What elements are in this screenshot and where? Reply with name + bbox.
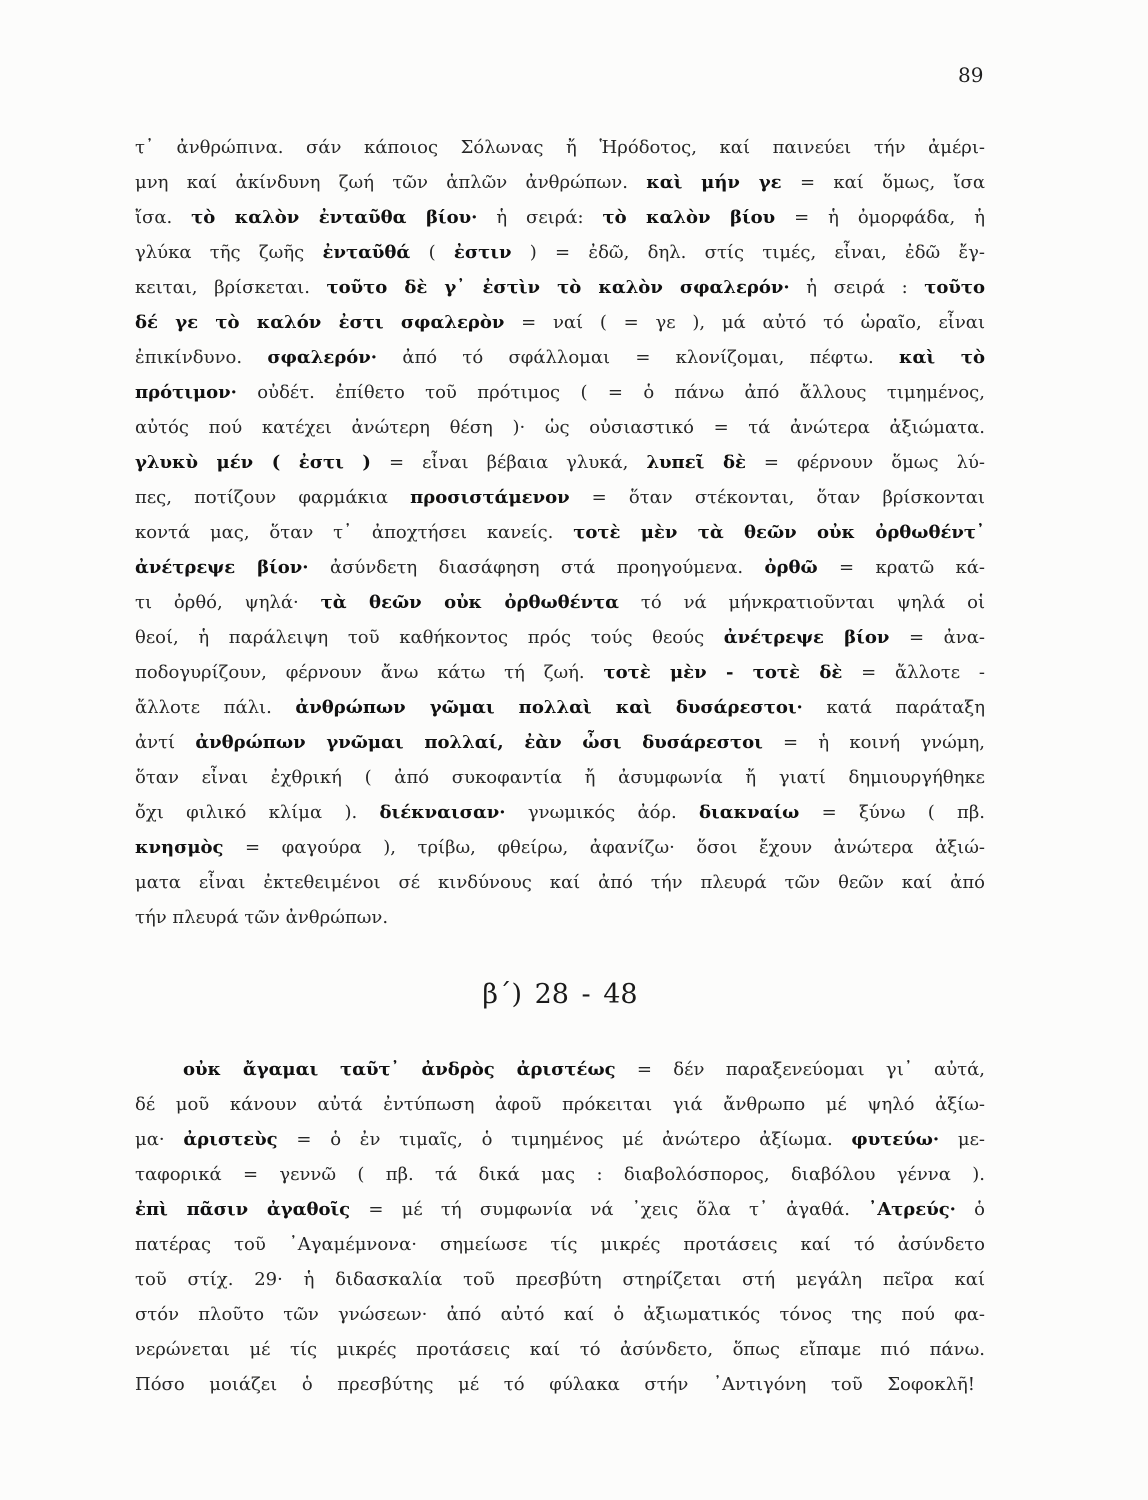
section-heading: β΄) 28 - 48: [482, 979, 638, 1010]
gloss-text: = ξύνω ( πβ.: [799, 802, 985, 823]
page-number: 89: [958, 63, 984, 87]
gloss-text: κειται, βρίσκεται.: [135, 277, 327, 298]
commentary-line: [135, 1122, 985, 1157]
gloss-text: ὁ: [955, 1199, 985, 1220]
gloss-text: τι ὀρθό, ψηλά·: [135, 592, 321, 613]
lemma: πρότιμον·: [135, 382, 237, 403]
lemma: τὰ θεῶν οὐκ ὀρθωθέντα: [320, 592, 620, 613]
lemma: διακναίω: [699, 802, 800, 823]
gloss-text: πατέρας τοῦ ᾿Αγαμέμνονα· σημείωσε τίς μικρές προτάσεις καί τό ἀσύνδετο: [135, 1234, 985, 1255]
gloss-text: ματα εἶναι ἐκτεθειμένοι σέ κινδύνους καί ἀπό τήν πλευρά τῶν θεῶν καί ἀπό: [135, 872, 985, 893]
gloss-text: = ὅταν στέκονται, ὅταν βρίσκονται: [569, 487, 985, 508]
lemma: διέκναισαν·: [379, 802, 506, 823]
lemma: οὐκ ἄγαμαι ταῦτ᾽ ἀνδρὸς ἀριστέως: [183, 1059, 616, 1080]
lemma: σφαλερόν·: [267, 347, 378, 368]
gloss-text: = ἀνα-: [889, 627, 985, 648]
lemma: κνησμὸς: [135, 837, 224, 858]
lemma: καὶ μήν γε: [646, 172, 782, 193]
lemma: ᾿Ατρεύς·: [868, 1199, 956, 1220]
lemma: τὸ καλὸν βίου: [602, 207, 776, 228]
commentary-line: [135, 1297, 985, 1332]
gloss-text: με-: [939, 1129, 986, 1150]
gloss-text: ἀσύνδετη διασάφηση στά προηγούμενα.: [308, 557, 765, 578]
gloss-text: = δέν παραξενεύομαι γι᾽ αὐτά,: [615, 1059, 985, 1080]
lemma: γλυκὺ μέν ( ἐστι ): [135, 452, 371, 473]
commentary-line: [135, 1192, 985, 1227]
lemma: ἐνταῦθά: [322, 242, 411, 263]
lemma: καὶ τὸ: [899, 347, 986, 368]
gloss-text: = ναί ( = γε ), μά αὐτό τό ὡραῖο, εἶναι: [504, 312, 986, 333]
commentary-line: [135, 1227, 985, 1262]
lemma: τοτὲ μὲν τὰ θεῶν οὐκ ὀρθωθέντ᾽: [573, 522, 985, 543]
gloss-text: ὄχι φιλικό κλίμα ).: [135, 802, 380, 823]
gloss-text: ἀντί: [135, 732, 196, 753]
lemma: ὀρθῶ: [764, 557, 818, 578]
gloss-text: = μέ τή συμφωνία νά ᾽χεις ὅλα τ᾽ ἀγαθά.: [350, 1199, 869, 1220]
lemma: ἀνθρώπων γνῶμαι πολλαί, ἐὰν ὦσι δυσάρεστοι: [195, 732, 763, 753]
gloss-text: τ᾽ ἀνθρώπινα. σάν κάποιος Σόλωνας ἤ Ἡρόδοτος, καί παινεύει τήν ἀμέρι-: [135, 137, 985, 158]
lemma: λυπεῖ δὲ: [646, 452, 746, 473]
gloss-text: = φέρνουν ὅμως λύ-: [745, 452, 985, 473]
gloss-text: ποδογυρίζουν, φέρνουν ἄνω κάτω τή ζωή.: [135, 662, 604, 683]
lemma: τοῦτο: [924, 277, 985, 298]
lemma: τοτὲ μὲν - τοτὲ δὲ: [603, 662, 843, 683]
commentary-line: [135, 1332, 985, 1367]
gloss-text: = καί ὅμως, ἴσα: [781, 172, 985, 193]
gloss-text: δέ μοῦ κάνουν αὐτά ἐντύπωση ἀφοῦ πρόκειται γιά ἄνθρωπο μέ ψηλό ἀξίω-: [135, 1094, 985, 1115]
gloss-text: τοῦ στίχ. 29· ἡ διδασκαλία τοῦ πρεσβύτη στηρίζεται στή μεγάλη πεῖρα καί: [135, 1269, 985, 1290]
lemma: φυτεύω·: [851, 1129, 940, 1150]
gloss-text: οὐδέτ. ἐπίθετο τοῦ πρότιμος ( = ὁ πάνω ἀπό ἄλλους τιμημένος,: [236, 382, 985, 403]
gloss-text: θεοί, ἡ παράλειψη τοῦ καθήκοντος πρός τούς θεούς: [135, 627, 724, 648]
commentary-line: [135, 1367, 975, 1402]
gloss-text: αὐτός πού κατέχει ἀνώτερη θέση )· ὡς οὐσιαστικό = τά ἀνώτερα ἀξιώματα.: [135, 417, 985, 438]
gloss-text: κοντά μας, ὅταν τ᾽ ἀποχτήσει κανείς.: [135, 522, 574, 543]
lemma: ἐστιν: [453, 242, 512, 263]
lemma: τοῦτο δὲ γ᾽ ἐστὶν τὸ καλὸν σφαλερόν·: [326, 277, 790, 298]
lemma: τὸ καλὸν ἐνταῦθα βίου·: [191, 207, 478, 228]
gloss-text: τό νά μήνκρατιοῦνται ψηλά οἱ: [619, 592, 985, 613]
gloss-text: ἄλλοτε πάλι.: [135, 697, 296, 718]
gloss-text: = ἄλλοτε -: [842, 662, 986, 683]
gloss-text: ἡ σειρά :: [789, 277, 925, 298]
gloss-text: μνη καί ἀκίνδυνη ζωή τῶν ἁπλῶν ἀνθρώπων.: [135, 172, 647, 193]
gloss-text: ) = ἐδῶ, δηλ. στίς τιμές, εἶναι, ἐδῶ ἔγ-: [511, 242, 986, 263]
gloss-text: ἡ σειρά:: [477, 207, 603, 228]
lemma: δέ γε τὸ καλόν ἐστι σφαλερὸν: [135, 312, 505, 333]
gloss-text: ταφορικά = γεννῶ ( πβ. τά δικά μας : διαβολόσπορος, διαβόλου γέννα ).: [135, 1164, 985, 1185]
lemma: ἀνθρώπων γῶμαι πολλαὶ καὶ δυσάρεστοι·: [295, 697, 803, 718]
gloss-text: ἴσα.: [135, 207, 192, 228]
gloss-text: μα·: [135, 1129, 184, 1150]
gloss-text: = φαγούρα ), τρίβω, φθείρω, ἀφανίζω· ὅσοι ἔχουν ἀνώτερα ἀξιώ-: [223, 837, 985, 858]
commentary-line: [135, 1087, 985, 1122]
gloss-text: νερώνεται μέ τίς μικρές προτάσεις καί τό ἀσύνδετο, ὅπως εἴπαμε πιό πάνω.: [135, 1339, 985, 1360]
commentary-line: [135, 1262, 985, 1297]
lemma: ἀνέτρεψε βίον: [723, 627, 890, 648]
gloss-text: κατά παράταξη: [802, 697, 985, 718]
gloss-text: = ὁ ἐν τιμαῖς, ὁ τιμημένος μέ ἀνώτερο ἀξίωμα.: [277, 1129, 852, 1150]
commentary-line: [135, 1157, 985, 1192]
lemma: ἀνέτρεψε βίον·: [135, 557, 309, 578]
gloss-text: = ἡ ὀμορφάδα, ἡ: [775, 207, 985, 228]
gloss-text: τήν πλευρά τῶν ἀνθρώπων.: [135, 907, 389, 928]
gloss-text: γλύκα τῆς ζωῆς: [135, 242, 323, 263]
gloss-text: πες, ποτίζουν φαρμάκια: [135, 487, 411, 508]
gloss-text: = εἶναι βέβαια γλυκά,: [370, 452, 647, 473]
commentary-line: [183, 1052, 985, 1087]
gloss-text: ἐπικίνδυνο.: [135, 347, 268, 368]
gloss-text: = κρατῶ κά-: [817, 557, 986, 578]
gloss-text: γνωμικός ἀόρ.: [505, 802, 700, 823]
gloss-text: = ἡ κοινή γνώμη,: [762, 732, 985, 753]
gloss-text: ἀπό τό σφάλλομαι = κλονίζομαι, πέφτω.: [377, 347, 900, 368]
gloss-text: στόν πλοῦτο τῶν γνώσεων· ἀπό αὐτό καί ὁ ἀξιωματικός τόνος της πού φα-: [135, 1304, 985, 1325]
gloss-text: ὅταν εἶναι ἐχθρική ( ἀπό συκοφαντία ἤ ἀσυμφωνία ἤ γιατί δημιουργήθηκε: [135, 767, 985, 788]
lemma: προσιστάμενον: [410, 487, 570, 508]
gloss-text: (: [410, 242, 454, 263]
lemma: ἐπὶ πᾶσιν ἀγαθοῖς: [135, 1199, 351, 1220]
lemma: ἀριστεὺς: [183, 1129, 278, 1150]
gloss-text: Πόσο μοιάζει ὁ πρεσβύτης μέ τό φύλακα στήν ᾿Αντιγόνη τοῦ Σοφοκλῆ!: [135, 1374, 975, 1395]
